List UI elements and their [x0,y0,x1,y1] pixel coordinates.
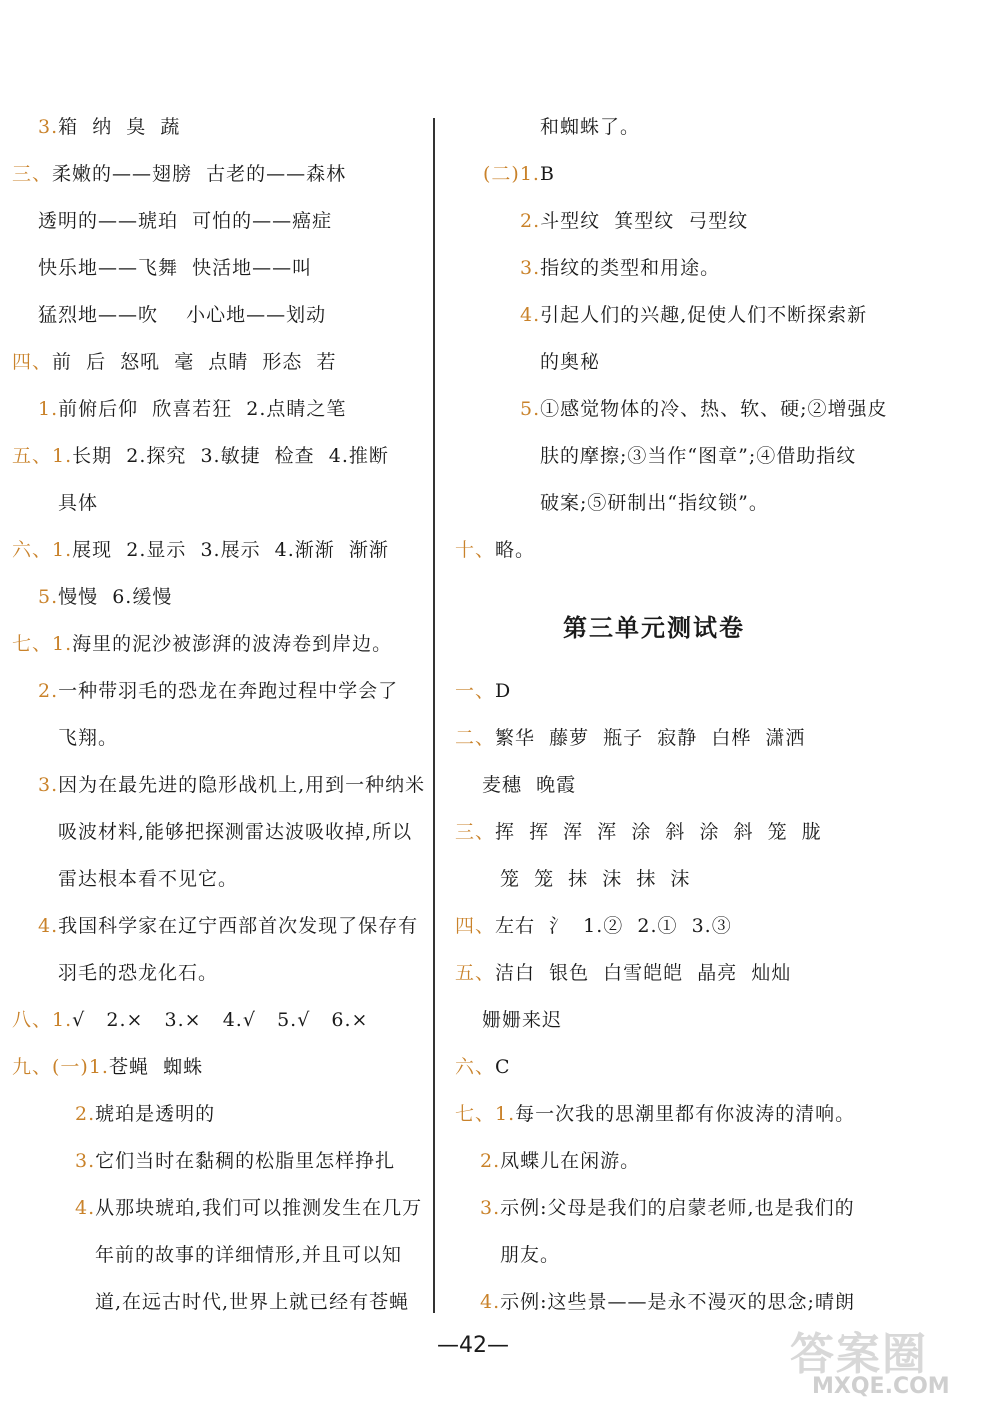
item-number: 3. [520,257,541,279]
answer-line: 五、洁白 银色 白雪皑皑 晶亮 灿灿 [455,962,792,984]
answer-line: 六、C [455,1056,511,1078]
answer-line: 2.凤蝶儿在闲游。 [480,1150,641,1172]
item-number: 1. [52,633,73,655]
item-number: 六、 [455,1056,496,1078]
item-number: 4. [520,304,541,326]
answer-line: 道,在远古时代,世界上就已经有苍蝇 [95,1291,410,1313]
item-number: 三、 [455,821,496,843]
answer-line: 快乐地——飞舞 快活地——叫 [38,257,313,279]
answer-line: 破案;⑤研制出“指纹锁”。 [540,492,769,514]
answer-line: 六、1.展现 2.显示 3.展示 4.渐渐 渐渐 [12,539,389,561]
answer-line: 七、1.每一次我的思潮里都有你波涛的清响。 [455,1103,856,1125]
answer-line: 九、(一)1.苍蝇 蜘蛛 [12,1056,204,1078]
answer-line: 4.示例:这些景——是永不漫灭的思念;晴朗 [480,1291,855,1313]
item-number: 2. [480,1150,501,1172]
answer-line: 笼 笼 抹 沫 抹 沫 [500,868,691,890]
item-number: 五、 [455,962,496,984]
answer-line: 肤的摩擦;③当作“图章”;④借助指纹 [540,445,857,467]
answer-line: 二、繁华 藤萝 瓶子 寂静 白桦 潇洒 [455,727,806,749]
item-number: (二)1. [483,163,540,185]
item-number: 3. [480,1197,501,1219]
item-number: 二、 [455,727,496,749]
item-number: 2. [75,1103,96,1125]
item-number: 3. [38,774,59,796]
answer-line: 5.①感觉物体的冷、热、软、硬;②增强皮 [520,398,888,420]
answer-line: 三、挥 挥 浑 浑 涂 斜 涂 斜 笼 胧 [455,821,822,843]
answer-line: 十、略。 [455,539,536,561]
answer-line: 2.斗型纹 箕型纹 弓型纹 [520,210,749,232]
watermark-text: 答案圈 [790,1329,928,1380]
answer-line: 年前的故事的详细情形,并且可以知 [95,1244,403,1266]
watermark-logo [790,1318,995,1408]
answer-line: 朋友。 [500,1244,561,1266]
answer-line: 姗姗来迟 [482,1009,563,1031]
answer-line: 八、1.√ 2.× 3.× 4.√ 5.√ 6.× [12,1009,369,1031]
answer-line: 3.指纹的类型和用途。 [520,257,721,279]
answer-line: 3.它们当时在黏稠的松脂里怎样挣扎 [75,1150,396,1172]
answer-line: 3.因为在最先进的隐形战机上,用到一种纳米 [38,774,426,796]
page-number: —42— [437,1333,509,1358]
answer-line: 猛烈地——吹 小心地——划动 [38,304,327,326]
item-number: 5. [38,586,59,608]
item-number: 4. [480,1291,501,1313]
answer-line: 3.示例:父母是我们的启蒙老师,也是我们的 [480,1197,855,1219]
answer-line: 五、1.长期 2.探究 3.敏捷 检查 4.推断 [12,445,389,467]
item-number: 1. [52,539,73,561]
watermark-url: MXQE.COM [812,1374,950,1399]
item-number: 4. [38,915,59,937]
answer-line: 具体 [58,492,99,514]
answer-line: 透明的——琥珀 可怕的——癌症 [38,210,333,232]
answer-line: 飞翔。 [58,727,119,749]
item-number: 3. [38,116,59,138]
item-number: 1. [52,1009,73,1031]
answer-line: 一、D [455,680,512,702]
answer-line: 四、左右 氵 1.② 2.① 3.③ [455,915,732,937]
item-number: 1. [52,445,73,467]
answer-line: 雷达根本看不见它。 [58,868,239,890]
column-divider [433,118,435,1313]
answer-line: 羽毛的恐龙化石。 [58,962,219,984]
answer-line: 4.从那块琥珀,我们可以推测发生在几万 [75,1197,423,1219]
answer-line: 1.前俯后仰 欣喜若狂 2.点睛之笔 [38,398,347,420]
item-number: 2. [520,210,541,232]
answer-line: 3.箱 纳 臭 蔬 [38,116,181,138]
answer-line: 4.引起人们的兴趣,促使人们不断探索新 [520,304,868,326]
answer-line: 七、1.海里的泥沙被澎湃的波涛卷到岸边。 [12,633,393,655]
answer-line: 2.琥珀是透明的 [75,1103,216,1125]
item-number: 4. [75,1197,96,1219]
item-number: 四、 [455,915,496,937]
item-number: 四、 [12,351,53,373]
item-number: 十、 [455,539,496,561]
answer-line: 和蜘蛛了。 [540,116,641,138]
answer-line: 四、前 后 怒吼 毫 点睛 形态 若 [12,351,337,373]
answer-line: 2.一种带羽毛的恐龙在奔跑过程中学会了 [38,680,399,702]
item-number: 3. [75,1150,96,1172]
answer-line: 5.慢慢 6.缓慢 [38,586,173,608]
item-number: 一、 [455,680,496,702]
item-number: 2. [38,680,59,702]
answer-line: 的奥秘 [540,351,601,373]
answer-line: 三、柔嫩的——翅膀 古老的——森林 [12,163,347,185]
section-title: 第三单元测试卷 [563,614,745,642]
item-number: 5. [520,398,541,420]
item-number: 三、 [12,163,53,185]
answer-line: 麦穗 晚霞 [482,774,577,796]
answer-line: 4.我国科学家在辽宁西部首次发现了保存有 [38,915,419,937]
item-number: 1. [38,398,59,420]
answer-line: 吸波材料,能够把探测雷达波吸收掉,所以 [58,821,413,843]
item-number: (一)1. [52,1056,109,1078]
item-number: 1. [495,1103,516,1125]
answer-line: (二)1.B [483,163,555,185]
